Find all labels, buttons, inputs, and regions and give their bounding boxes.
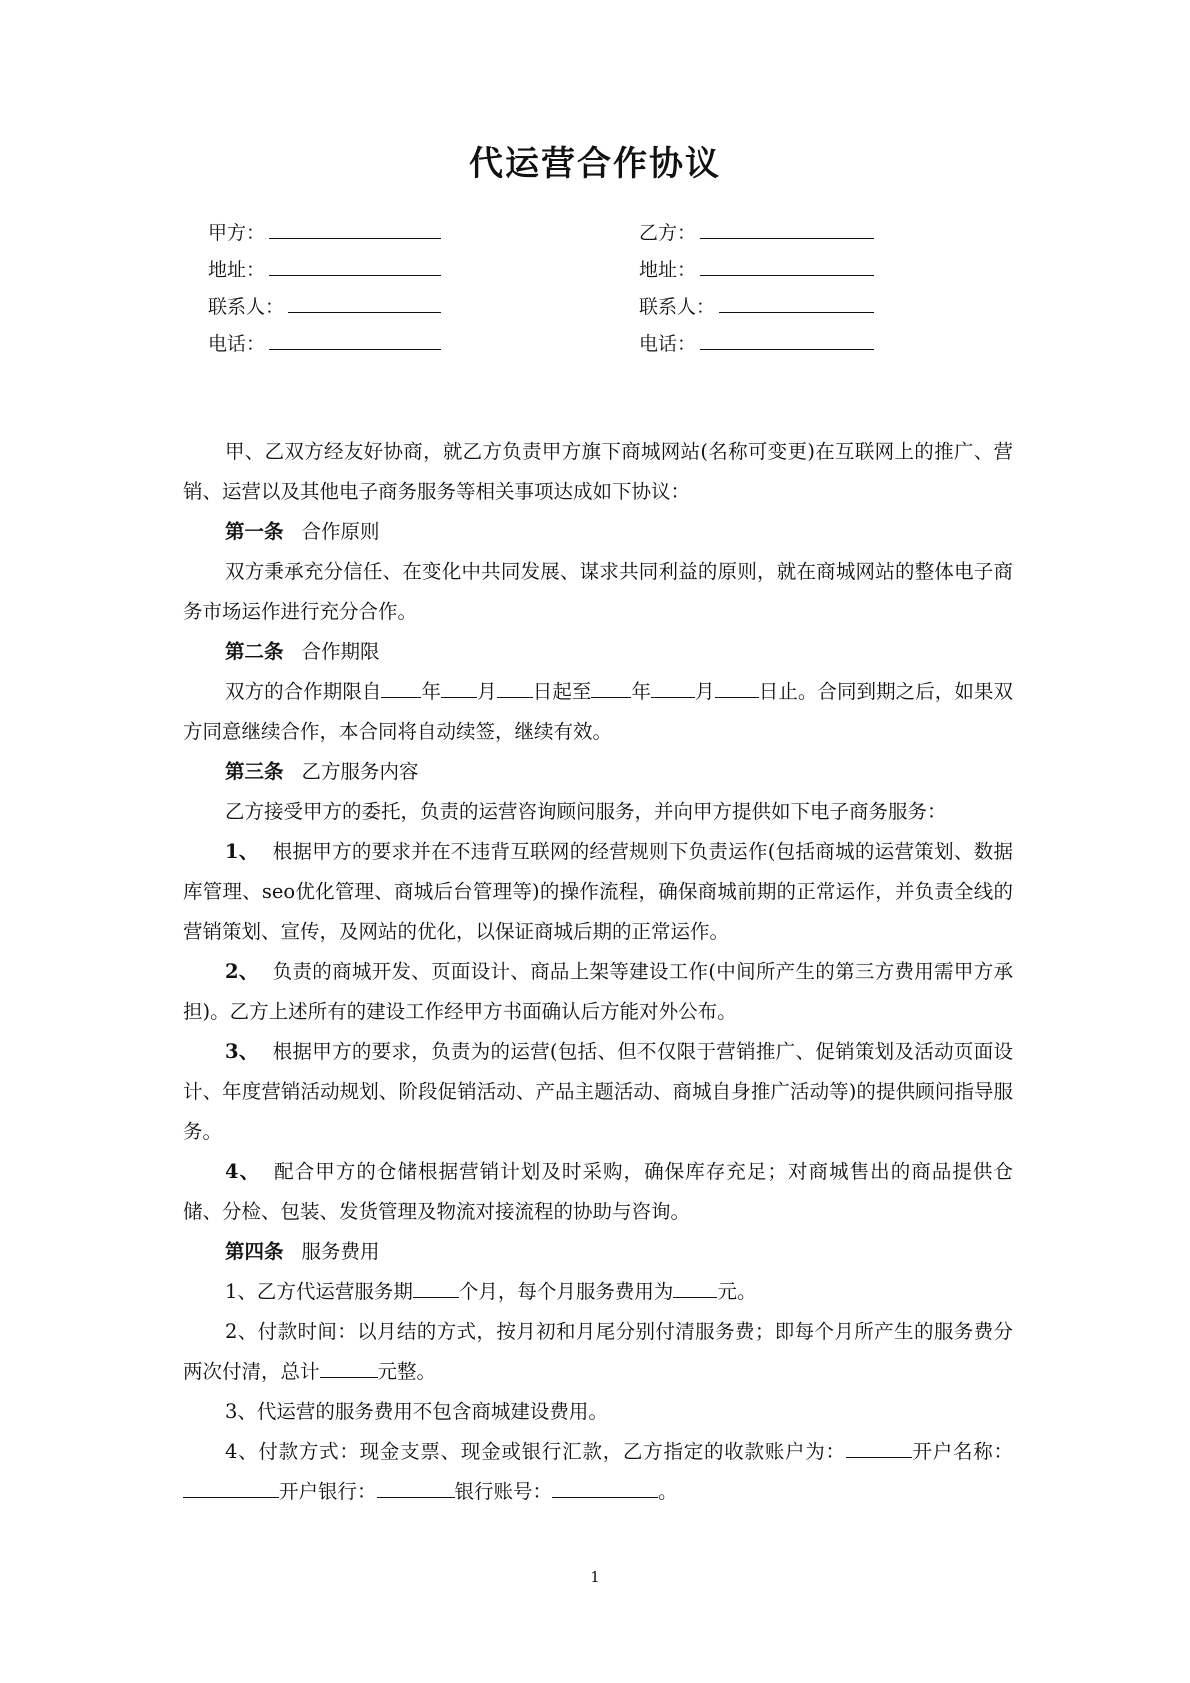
fee-clause-2-end: 元整。 [377, 1360, 437, 1383]
article-2-title: 合作期限 [301, 640, 380, 663]
party-a-phone-blank [269, 329, 441, 350]
party-a-contact-blank [288, 292, 441, 313]
party-b-phone-row [639, 329, 874, 357]
fee-clause-3: 3、代运营的服务费用不包含商城建设费用。 [225, 1400, 608, 1423]
fee-clause-1-start: 1、乙方代运营服务期 [225, 1280, 413, 1303]
party-b-phone-blank [700, 329, 874, 350]
account-number-label: 银行账号： [454, 1480, 553, 1503]
article-3-number: 第三条 [225, 760, 284, 783]
end-day-blank [715, 675, 759, 698]
end-year-blank [591, 675, 631, 698]
fee-clause-4-end: 。 [658, 1480, 678, 1503]
service-item-4-text: 配合甲方的仓储根据营销计划及时采购，确保库存充足；对商城售出的商品提供仓储、分检、包装、发货管理及物流对接流程的协助与咨询。 [183, 1160, 1013, 1223]
article-1-title: 合作原则 [301, 520, 380, 543]
account-name-blank [183, 1475, 279, 1498]
month-label: 月 [477, 680, 497, 703]
service-item-3-number: 3、 [225, 1040, 259, 1063]
service-item-3 [183, 1032, 1013, 1152]
article-4-title: 服务费用 [301, 1240, 380, 1263]
party-b-contact-row [639, 292, 874, 320]
party-a-phone-row [208, 329, 441, 357]
agreement-body [183, 432, 1013, 1512]
service-item-2-number: 2、 [225, 960, 259, 983]
service-item-2-text: 负责的商城开发、页面设计、商品上架等建设工作(中间所产生的第三方费用需甲方承担)。乙方上述所有的建设工作经甲方书面确认后方能对外公布。 [183, 960, 1014, 1023]
total-fee-blank [320, 1355, 378, 1378]
party-a-address-row [208, 255, 441, 283]
service-item-3-text: 根据甲方的要求，负责为的运营(包括、但不仅限于营销推广、促销策划及活动页面设计、年度营销活动规划、阶段促销活动、产品主题活动、商城自身推广活动等)的提供顾问指导服务。 [183, 1040, 1014, 1143]
fee-clause-4 [183, 1432, 1013, 1512]
party-b-phone-label: 电话： [639, 333, 697, 355]
party-b-contact-label: 联系人： [639, 296, 716, 318]
fee-clause-1-middle: 个月，每个月服务费用为 [458, 1280, 674, 1303]
article-1-number: 第一条 [225, 520, 284, 543]
article-2-number: 第二条 [225, 640, 284, 663]
article-4-number: 第四条 [225, 1240, 284, 1263]
service-item-1-text: 根据甲方的要求并在不违背互联网的经营规则下负责运作(包括商城的运营策划、数据库管理、seo优化管理、商城后台管理等)的操作流程，确保商城前期的正常运作，并负责全线的营销策划、宣传，及网站的优化，以保证商城后期的正常运作。 [183, 840, 1014, 943]
start-month-blank [441, 675, 477, 698]
party-a-label: 甲方： [208, 222, 266, 244]
party-b-name-row [639, 218, 874, 246]
term-text-start: 双方的合作期限自 [225, 680, 382, 703]
account-number-blank [552, 1475, 658, 1498]
party-a-contact-row [208, 292, 441, 320]
until-label: 日起至 [532, 680, 592, 703]
start-day-blank [497, 675, 533, 698]
bank-blank [377, 1475, 455, 1498]
party-b-address-row [639, 255, 874, 283]
article-3-heading [183, 752, 1013, 792]
end-month-blank [651, 675, 695, 698]
page-number: 1 [590, 1568, 600, 1586]
account-name-label: 开户名称： [911, 1440, 1013, 1463]
party-b-contact-blank [719, 292, 874, 313]
start-year-blank [381, 675, 421, 698]
party-a-blank [269, 218, 441, 239]
article-3-lead: 乙方接受甲方的委托，负责的运营咨询顾问服务，并向甲方提供如下电子商务服务： [225, 800, 947, 823]
article-4-heading [183, 1232, 1013, 1272]
article-2-heading [183, 632, 1013, 672]
monthly-fee-blank [673, 1275, 717, 1298]
party-b-address-label: 地址： [639, 259, 697, 281]
service-item-1 [183, 832, 1013, 952]
party-b-address-blank [700, 255, 874, 276]
article-1-heading [183, 512, 1013, 552]
service-months-blank [413, 1275, 459, 1298]
party-a-phone-label: 电话： [208, 333, 266, 355]
article-1-text: 双方秉承充分信任、在变化中共同发展、谋求共同利益的原则，就在商城网站的整体电子商务市场运作进行充分合作。 [183, 560, 1013, 623]
year-label-2: 年 [631, 680, 652, 703]
receiving-account-blank [846, 1435, 912, 1458]
document-title: 代运营合作协议 [469, 144, 721, 184]
party-a-address-label: 地址： [208, 259, 266, 281]
year-label: 年 [421, 680, 442, 703]
payment-method-text: 4、付款方式：现金支票、现金或银行汇款，乙方指定的收款账户为： [225, 1440, 846, 1463]
fee-clause-2-start: 2、付款时间：以月结的方式，按月初和月尾分别付清服务费；即每个月所产生的服务费分两次付清，总计 [183, 1320, 1013, 1383]
term-text-end: 日止。合同到期之后，如果双方同意继续合作，本合同将自动续签，继续有效。 [183, 680, 1013, 743]
party-b-label: 乙方： [639, 222, 697, 244]
service-item-4 [183, 1152, 1013, 1232]
service-item-1-number: 1、 [225, 840, 259, 863]
fee-clause-2 [183, 1312, 1013, 1392]
party-b-blank [700, 218, 874, 239]
fee-clause-1-end: 元。 [717, 1280, 757, 1303]
bank-label: 开户银行： [279, 1480, 377, 1503]
party-a-contact-label: 联系人： [208, 296, 285, 318]
party-a-name-row [208, 218, 441, 246]
article-3-title: 乙方服务内容 [301, 760, 419, 783]
party-a-address-blank [269, 255, 441, 276]
intro-paragraph: 甲、乙双方经友好协商，就乙方负责甲方旗下商城网站(名称可变更)在互联网上的推广、营销、运营以及其他电子商务服务等相关事项达成如下协议： [183, 440, 1013, 503]
fee-clause-1 [183, 1272, 1013, 1312]
service-item-4-number: 4、 [225, 1160, 261, 1183]
service-item-2 [183, 952, 1013, 1032]
article-2-text [183, 672, 1013, 752]
month-label-2: 月 [695, 680, 715, 703]
